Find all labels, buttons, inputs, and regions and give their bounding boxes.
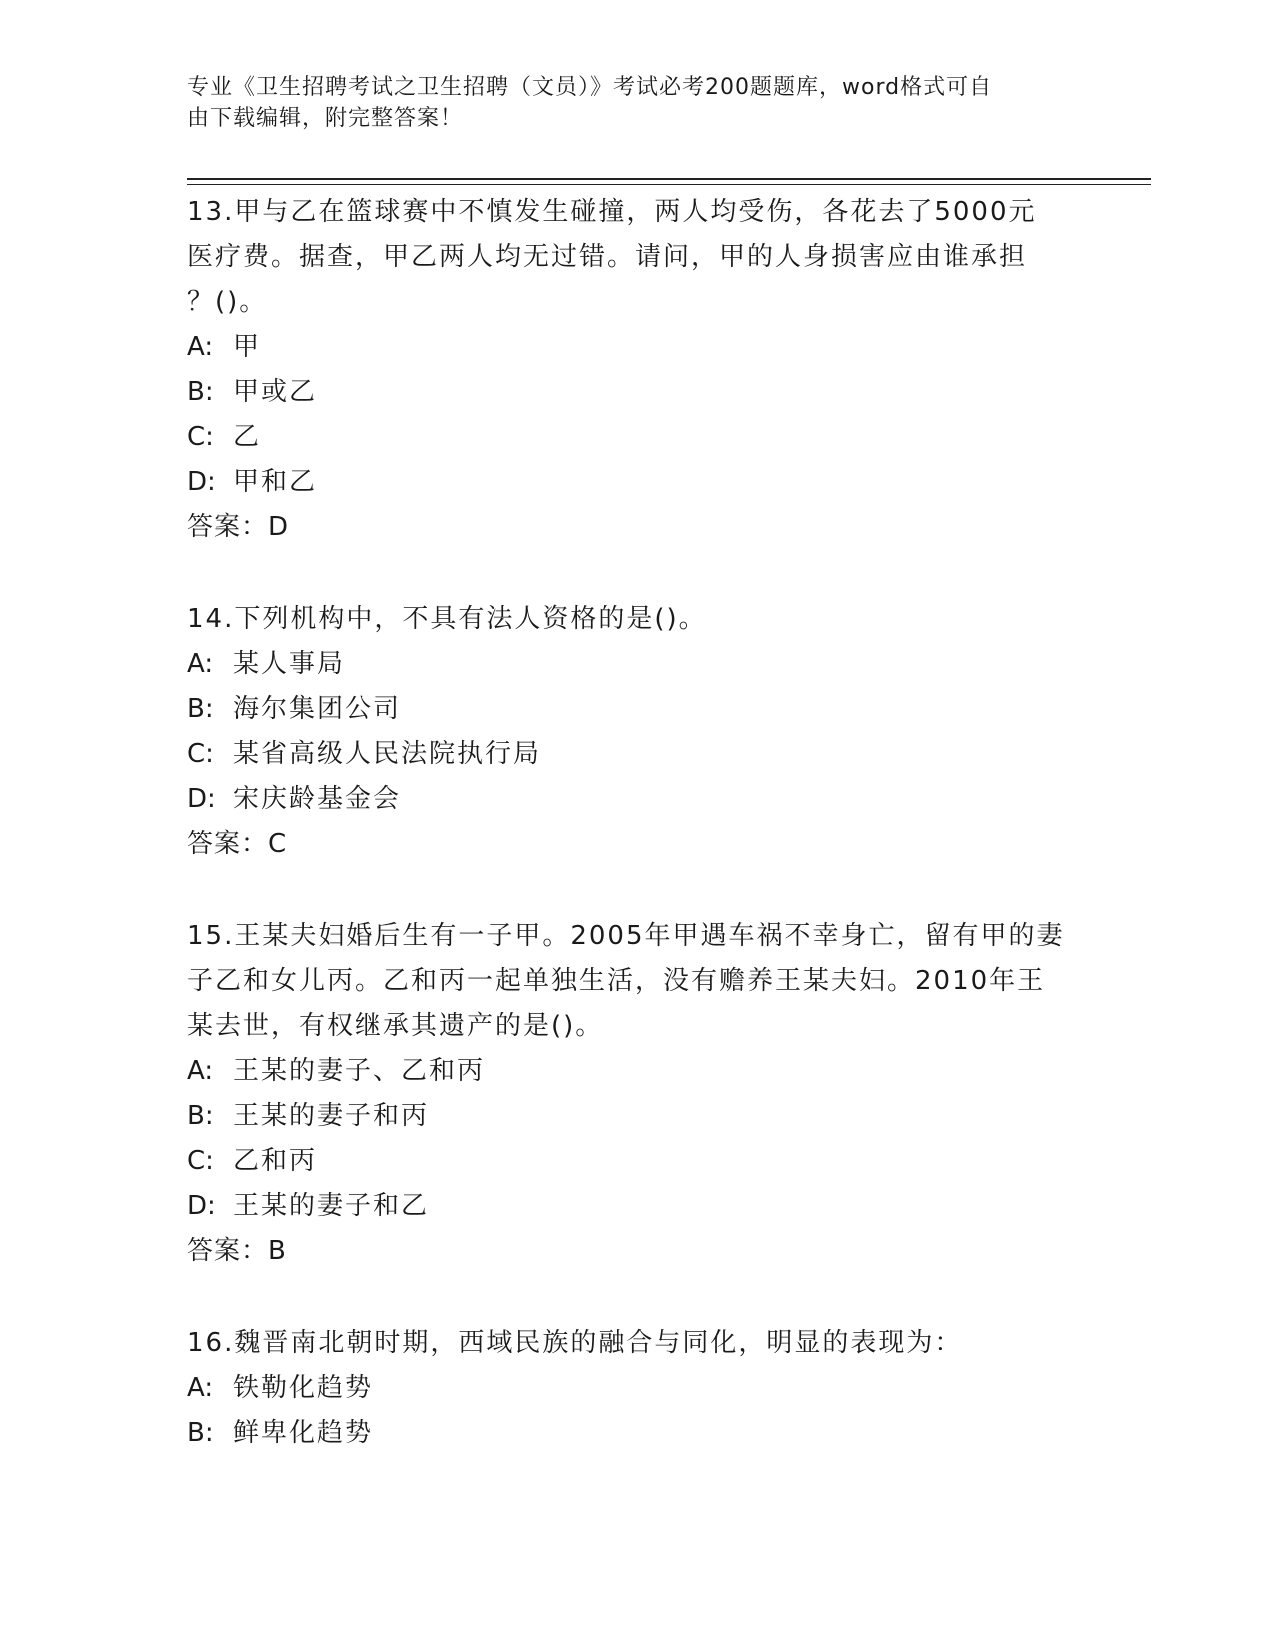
question-block [187, 190, 1087, 550]
option-key: D: [187, 467, 216, 497]
question-text-line: ？()。 [187, 287, 268, 317]
header-line-1: 专业《卫生招聘考试之卫生招聘（文员）》考试必考200题题库，word格式可自 [187, 75, 993, 100]
option-key: D: [187, 1191, 216, 1221]
header-divider-thick [187, 178, 1151, 180]
answer-key: 答案：B [187, 1236, 287, 1266]
answer-option [187, 1411, 1087, 1456]
question-text-line: 14.下列机构中，不具有法人资格的是()。 [187, 604, 707, 634]
question-text-line: 某去世，有权继承其遗产的是()。 [187, 1011, 604, 1041]
option-key: A: [187, 1056, 214, 1086]
question-block [187, 914, 1087, 1274]
option-key: A: [187, 649, 214, 679]
header-divider-thin [187, 184, 1151, 185]
option-key: B: [187, 694, 214, 724]
answer-option [187, 732, 1087, 777]
option-key: C: [187, 1146, 214, 1176]
option-text: 甲和乙 [233, 467, 318, 497]
answer-option [187, 777, 1087, 822]
option-key: C: [187, 422, 214, 452]
question-spacer [187, 867, 1087, 914]
question-text-line: 医疗费。据查，甲乙两人均无过错。请问，甲的人身损害应由谁承担 [187, 242, 1028, 272]
option-text: 甲 [233, 332, 262, 362]
question-list [187, 190, 1087, 1456]
answer-option [187, 460, 1087, 505]
answer-option [187, 642, 1087, 687]
option-text: 海尔集团公司 [233, 694, 402, 724]
answer-option [187, 415, 1087, 460]
answer-option [187, 1139, 1087, 1184]
question-block [187, 597, 1087, 867]
answer-option [187, 1049, 1087, 1094]
option-text: 鲜卑化趋势 [233, 1418, 374, 1448]
question-text-line: 13.甲与乙在篮球赛中不慎发生碰撞，两人均受伤，各花去了5000元 [187, 197, 1037, 227]
option-key: B: [187, 1418, 214, 1448]
question-text-line: 16.魏晋南北朝时期，西域民族的融合与同化，明显的表现为： [187, 1328, 963, 1358]
option-key: A: [187, 332, 214, 362]
answer-option [187, 1094, 1087, 1139]
header-line-2: 由下载编辑，附完整答案！ [187, 106, 464, 131]
question-text-line: 子乙和女儿丙。乙和丙一起单独生活，没有赡养王某夫妇。2010年王 [187, 966, 1046, 996]
option-text: 某人事局 [233, 649, 346, 679]
option-text: 某省高级人民法院执行局 [233, 739, 542, 769]
option-text: 王某的妻子和乙 [233, 1191, 430, 1221]
option-text: 王某的妻子和丙 [233, 1101, 430, 1131]
question-spacer [187, 1274, 1087, 1321]
question-spacer [187, 550, 1087, 597]
answer-key: 答案：D [187, 512, 290, 542]
answer-option [187, 687, 1087, 732]
option-key: B: [187, 1101, 214, 1131]
option-key: A: [187, 1373, 214, 1403]
answer-option [187, 1184, 1087, 1229]
question-block [187, 1321, 1087, 1456]
option-text: 乙 [233, 422, 262, 452]
answer-option [187, 370, 1087, 415]
option-key: C: [187, 739, 214, 769]
option-key: D: [187, 784, 216, 814]
option-text: 乙和丙 [233, 1146, 318, 1176]
option-text: 甲或乙 [233, 377, 318, 407]
option-text: 宋庆龄基金会 [233, 784, 402, 814]
answer-option [187, 1366, 1087, 1411]
question-text-line: 15.王某夫妇婚后生有一子甲。2005年甲遇车祸不幸身亡，留有甲的妻 [187, 921, 1065, 951]
option-key: B: [187, 377, 214, 407]
document-header [187, 72, 1067, 134]
answer-option [187, 325, 1087, 370]
option-text: 王某的妻子、乙和丙 [233, 1056, 486, 1086]
option-text: 铁勒化趋势 [233, 1373, 374, 1403]
answer-key: 答案：C [187, 829, 288, 859]
